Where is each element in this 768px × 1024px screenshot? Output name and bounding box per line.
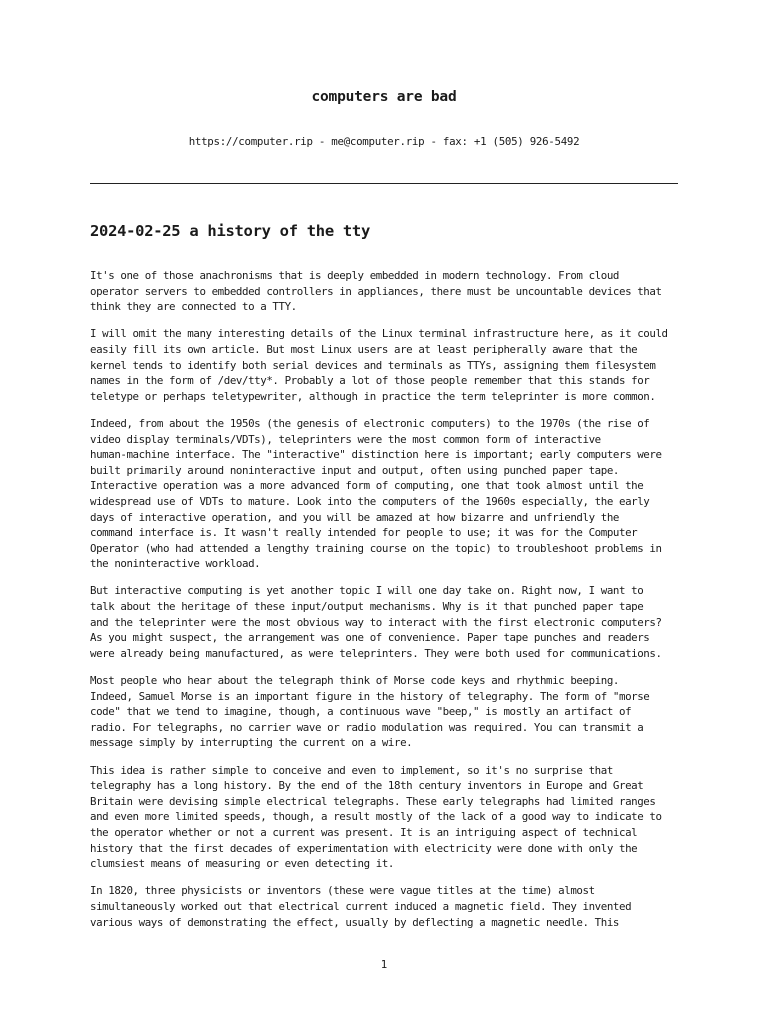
paragraph [90, 326, 690, 404]
paragraph [90, 416, 690, 572]
text-line: and the teleprinter were the most obvious way to interact with the first electronic computers? [90, 615, 662, 629]
text-line: Britain were devising simple electrical telegraphs. These early telegraphs had limited ranges [90, 794, 656, 808]
text-line: names in the form of /dev/tty*. Probably a lot of those people remember that this stands for [90, 374, 650, 388]
text-line: Indeed, from about the 1950s (the genesis of electronic computers) to the 1970s (the rise of [90, 416, 650, 430]
paragraph [90, 268, 690, 315]
text-line: simultaneously worked out that electrical current induced a magnetic field. They invented [90, 899, 632, 913]
text-line: think they are connected to a TTY. [90, 300, 297, 314]
text-line: In 1820, three physicists or inventors (these were vague titles at the time) almost [90, 884, 595, 898]
text-line: video display terminals/VDTs), teleprinters were the most common form of interactive [90, 432, 601, 446]
text-line: Most people who hear about the telegraph think of Morse code keys and rhythmic beeping. [90, 674, 619, 688]
text-line: code" that we tend to imagine, though, a continuous wave "beep," is mostly an artifact of [90, 705, 632, 719]
text-line: various ways of demonstrating the effect, usually by deflecting a magnetic needle. This [90, 915, 619, 929]
text-line: I will omit the many interesting details of the Linux terminal infrastructure here, as it could [90, 327, 668, 341]
text-line: were already being manufactured, as were teleprinters. They were both used for communications. [90, 646, 662, 660]
post-title: 2024-02-25 a history of the tty [90, 222, 370, 240]
site-contact-line: https://computer.rip - me@computer.rip - fax: +1 (505) 926-5492 [188, 135, 580, 148]
page-number: 1 [380, 958, 388, 971]
text-line: widespread use of VDTs to mature. Look into the computers of the 1960s especially, the early [90, 494, 650, 508]
paragraph [90, 763, 690, 872]
text-line: It's one of those anachronisms that is deeply embedded in modern technology. From cloud [90, 269, 619, 282]
text-line: But interactive computing is yet another topic I will one day take on. Right now, I want to [90, 584, 644, 598]
paragraph [90, 883, 690, 930]
paragraph [90, 583, 690, 661]
text-line: the noninteractive workload. [90, 557, 261, 571]
text-line: telegraphy has a long history. By the end of the 18th century inventors in Europe and Great [90, 779, 644, 793]
text-line: clumsiest means of measuring or even detecting it. [90, 857, 395, 871]
text-line: history that the first decades of experimentation with electricity were done with only the [90, 841, 638, 855]
article-body [90, 268, 690, 942]
text-line: This idea is rather simple to conceive and even to implement, so it's no surprise that [90, 763, 613, 777]
text-line: As you might suspect, the arrangement was one of convenience. Paper tape punches and readers [90, 631, 650, 645]
text-line: the operator whether or not a current was present. It is an intriguing aspect of technical [90, 825, 638, 839]
text-line: Indeed, Samuel Morse is an important figure in the history of telegraphy. The form of "morse [90, 689, 650, 703]
text-line: days of interactive operation, and you will be amazed at how bizarre and unfriendly the [90, 510, 619, 524]
text-line: kernel tends to identify both serial devices and terminals as TTYs, assigning them filesystem [90, 358, 656, 372]
paragraph [90, 673, 690, 751]
text-line: radio. For telegraphs, no carrier wave or radio modulation was required. You can transmit a [90, 720, 644, 734]
site-title: computers are bad [311, 89, 457, 105]
text-line: Operator (who had attended a lengthy training course on the topic) to troubleshoot problems in [90, 541, 662, 555]
text-line: built primarily around noninteractive input and output, often using punched paper tape. [90, 463, 619, 477]
header-divider [90, 183, 678, 184]
text-line: Interactive operation was a more advanced form of computing, one that took almost until the [90, 479, 644, 493]
text-line: operator servers to embedded controllers in appliances, there must be uncountable devices that [90, 284, 662, 298]
text-line: talk about the heritage of these input/output mechanisms. Why is it that punched paper tape [90, 600, 644, 614]
text-line: and even more limited speeds, though, a result mostly of the lack of a good way to indicate to [90, 810, 662, 824]
text-line: command interface is. It wasn't really intended for people to use; it was for the Computer [90, 526, 638, 540]
text-line: easily fill its own article. But most Linux users are at least peripherally aware that the [90, 342, 638, 356]
text-line: message simply by interrupting the current on a wire. [90, 736, 413, 750]
text-line: teletype or perhaps teletypewriter, although in practice the term teleprinter is more common. [90, 389, 656, 403]
text-line: human-machine interface. The "interactive" distinction here is important; early computers were [90, 448, 662, 462]
